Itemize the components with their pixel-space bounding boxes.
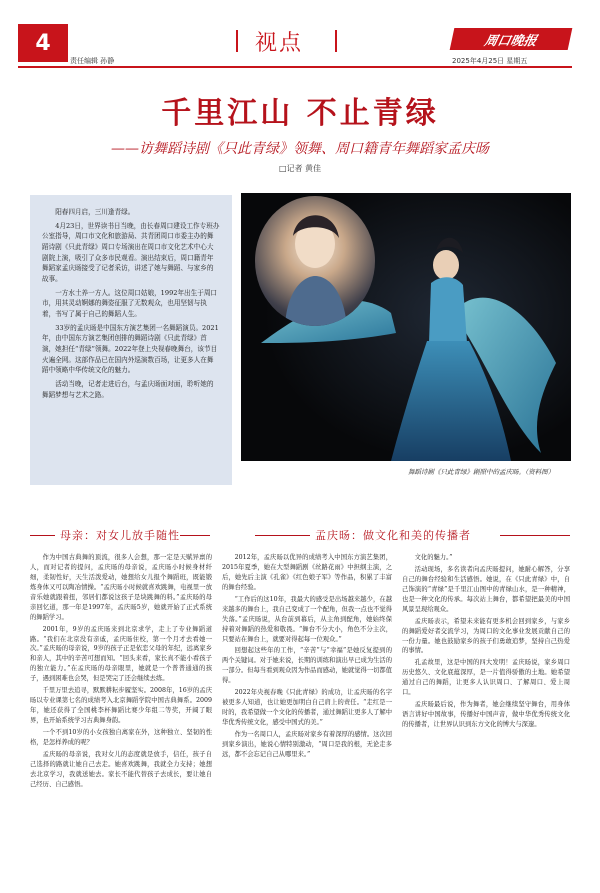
body-paragraph: 2001年，9岁的孟庆旸来到北京求学，走上了专业舞蹈道路。“我们在北京没有亲戚，孟庆旸住校，第一个月才去看她一次。”孟庆旸的母亲说，9岁的孩子正是依恋父母的年纪，远离家乡和亲人，其中的辛苦可想而知。“回头来看，家长真不能小看孩子的独立能力。”在孟庆旸的母亲眼里，她就是一个普普通通的孩子，遇到困难也会哭，但是哭完了还会继续去练。 [30,625,212,683]
body-paragraph: 回想起这些年的工作，“辛苦”与“幸福”是她反复提到的两个关键词。对于她来说，长期的训练和演出早已成为生活的一部分。但每当看到观众因为作品而感动，她就觉得一切都值得。 [222,647,392,685]
intro-paragraph: 阳春四月启，三川逢青绿。 [55,208,135,216]
article-column-3 [402,553,570,883]
section-rule [500,535,570,536]
body-paragraph: 孟庆旸的母亲说，我对女儿的态度就是放手，信任，孩子自己选择的路就让她自己去走。她喜欢跳舞，我就全力支持；她想去北京学习，我就送她去。家长不能代替孩子去成长，要让她自己经历、自己感悟。 [30,750,212,788]
column-divider-left [236,30,238,52]
portrait-inset [255,196,375,326]
body-paragraph: 孟庆旸最后说，作为舞者，她会继续坚守舞台，用身体语言讲好中国故事，传播好中国声音，做中华优秀传统文化的传播者，让世界认识到东方文化的博大与深邃。 [402,701,570,728]
body-paragraph: 孟庆旸表示，希望未来能有更多机会回到家乡，与家乡的舞蹈爱好者交流学习，为周口的文化事业发展贡献自己的一份力量。她也鼓励家乡的孩子们勇敢追梦，坚持自己热爱的事情。 [402,617,570,655]
body-paragraph: 2012年，孟庆旸以优异的成绩考入中国东方演艺集团，2015年夏季，她在大型舞蹈剧《丝路花雨》中担纲主演，之后，她先后主演《孔雀》《红色娘子军》等作品，积累了丰富的舞台经验。 [222,554,392,591]
page-number: 4 [18,24,68,62]
byline: □记者 黄佳 [278,164,322,173]
newspaper-logo: 周口晚报 [450,28,573,50]
body-paragraph: 2022年央视春晚《只此青绿》的成功，让孟庆旸的名字被更多人知道，也让她更加明白自己肩上的责任。“走红是一时的，我希望做一个文化的传播者，通过舞蹈让更多人了解中华优秀传统文化，感受中国式的美。” [222,689,392,726]
subheadline: ——访舞蹈诗剧《只此青绿》领舞、周口籍青年舞蹈家孟庆旸 [111,141,489,157]
intro-box [30,195,232,485]
page-header [0,0,600,70]
intro-paragraph: 活动当晚，记者走进后台，与孟庆旸面对面，聆听她的舞蹈梦想与艺术之路。 [42,380,214,399]
section-heading-mother: 母亲：对女儿放手随性 [60,529,180,542]
intro-paragraph: 33岁的孟庆旸是中国东方演艺集团一名舞蹈演员。2021年，由中国东方演艺集团创排的舞蹈诗剧《只此青绿》首演，她担任“青绿”领舞。2022年登上央视春晚舞台，该节目火遍全网。这部作品已在国内外巡演数百场，让更多人在舞蹈中领略中华传统文化的魅力。 [42,323,219,375]
body-paragraph: 孔孟故里，这是中国的四大发明！孟庆旸说，家乡周口历史悠久、文化底蕴深厚，是一片值得骄傲的土地。她希望通过自己的舞蹈，让更多人认识周口、了解周口、爱上周口。 [402,659,570,697]
column-divider-right [335,30,337,52]
section-rule [30,535,55,536]
issue-date: 2025年4月25日 星期五 [452,57,528,65]
body-paragraph: 活动现场，多名读者向孟庆旸提问，她耐心解答，分享自己的舞台经验和生活感悟。她说，在《只此青绿》中，自己饰演的“青绿”是千里江山图中的青绿山水，是一种精神，也是一种文化的传承。每次站上舞台，都希望把最美的中国风景呈现给观众。 [402,565,570,613]
body-paragraph: 文化的魅力。” [414,554,453,561]
photo-caption: 舞蹈诗剧《只此青绿》剧照中的孟庆旸。（资料图） [408,468,555,476]
body-paragraph: 作为一名周口人，孟庆旸对家乡有着深厚的感情。这次回到家乡演出，她说心情特别激动，“周口是我的根，无论走多远，都不会忘记自己从哪里来。” [222,730,392,758]
section-rule [180,535,210,536]
section-rule [255,535,310,536]
header-rule [18,66,572,68]
body-paragraph: 一个不到10岁的小女孩独自离家在外，这种独立、坚韧的性格，是怎样养成的呢？ [30,728,212,746]
intro-paragraph: 一方水土养一方人。这位周口姑娘，1992年出生于周口市，用其灵动婀娜的舞姿征服了无数观众，也用坚韧与执着，书写了属于自己的舞蹈人生。 [42,288,218,319]
column-title: 视点 [255,31,304,56]
body-paragraph: 千里万里去追寻，默默耕耘步履坚实。2008年，16岁的孟庆旸以专业课第七名的成绩考入北京舞蹈学院中国古典舞系。2009年，她还获得了全国桃李杯舞蹈比赛少年组二等奖，开阔了眼界，也开始系统学习古典舞身韵。 [30,687,212,724]
portrait-illustration [255,196,375,326]
intro-paragraph: 4月23日，世界读书日当晚，由长春周口建设工作专班办公室指导，周口市文化和旅游局、共青团周口市委主办的舞蹈诗剧《只此青绿》周口专场演出在周口市文化艺术中心大剧院上演，吸引了众多市民观看。演出结束后，周口籍青年舞蹈家孟庆旸接受了记者采访，讲述了她与舞蹈、与家乡的故事。 [42,221,220,284]
body-paragraph: 作为中国古典舞的顶流，很多人会想，那一定是天赋异禀的人，而对记者的提问，孟庆旸的母亲说，孟庆旸小时候身材纤细，柔韧性好，天生活泼爱动，她想给女儿报个舞蹈班，既能锻炼身体又可以陶冶情操。“孟庆旸小时候就喜欢跳舞，电视里一放音乐她就跟着扭，邻居们都说这孩子是块跳舞的料。”孟庆旸的母亲回忆道，那一年是1997年，孟庆旸5岁，她就开始了正式系统的舞蹈学习。 [30,554,212,621]
section-heading-dancer: 孟庆旸：做文化和美的传播者 [315,529,471,542]
body-paragraph: “工作后的这10年，我最大的感受是出场越来越少，在越来越多的舞台上，我自己变成了一个配角，但我一点也不觉得失落。”孟庆旸说，从台前到幕后，从主角到配角，她始终保持着对舞蹈的热爱和敬畏。“舞台不分大小，角色不分主次，只要站在舞台上，就要对得起每一位观众。” [222,595,392,643]
editor-credits: 责任编辑 孙静 [70,57,115,65]
article-column-2 [222,553,392,883]
headline: 千里江山 不止青绿 [161,96,439,131]
article-column-1 [30,553,212,883]
